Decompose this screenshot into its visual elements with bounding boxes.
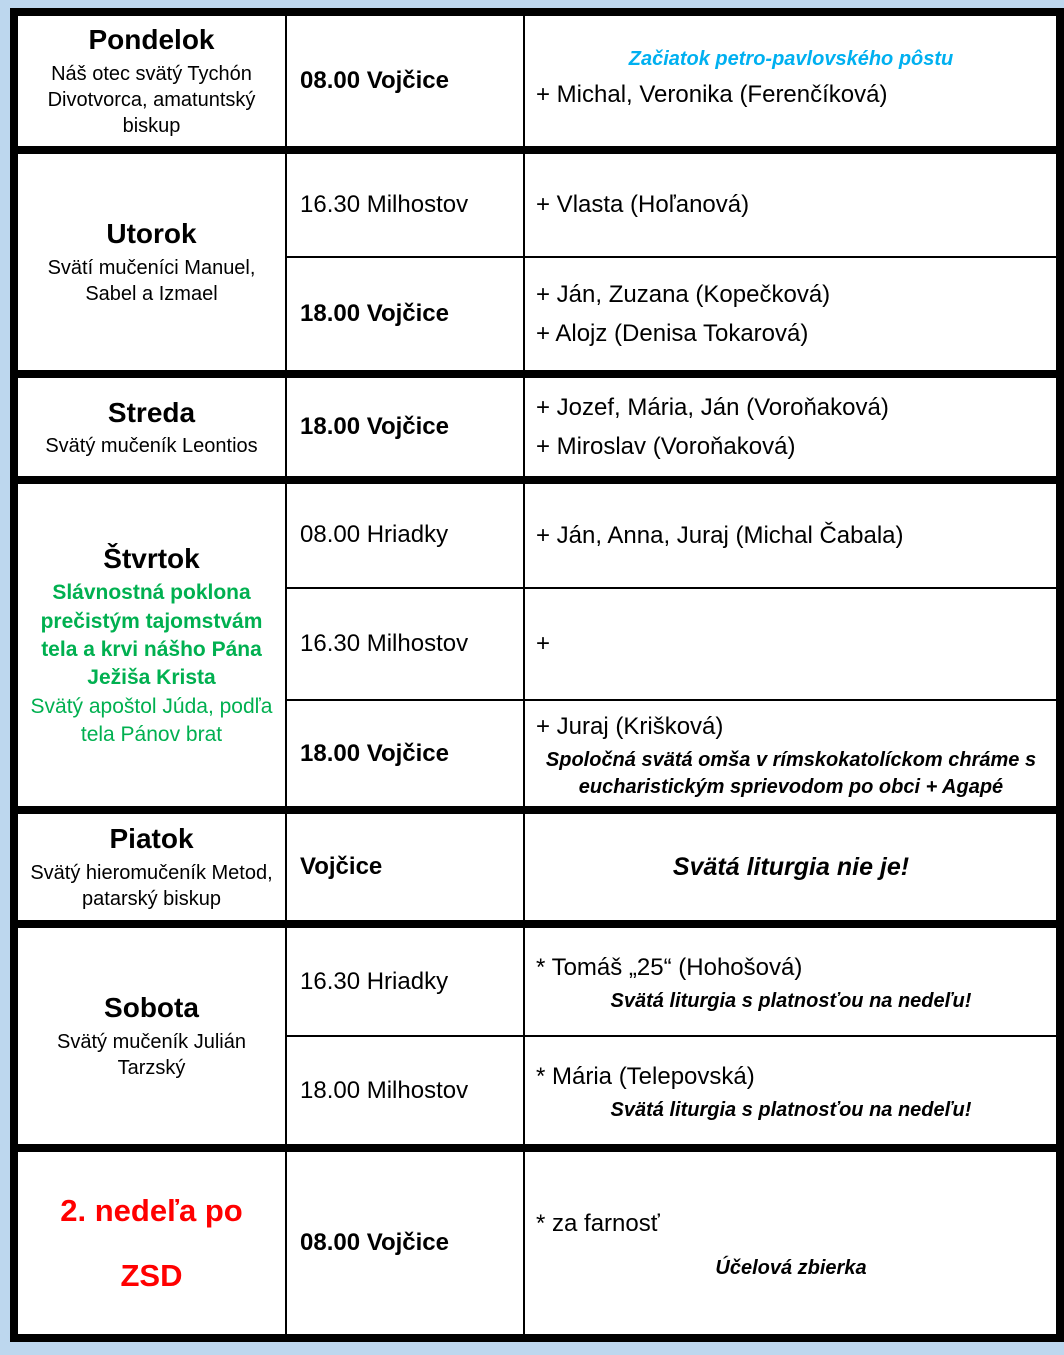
intention-cell — [524, 257, 1060, 374]
row-stvrtok-0800 — [14, 480, 1060, 587]
intention-cell — [524, 1036, 1060, 1148]
intention-cell — [524, 12, 1060, 150]
day-name: Streda — [107, 396, 196, 428]
time-cell: 18.00 Vojčice — [286, 700, 524, 810]
intention-cell — [524, 374, 1060, 480]
service-note: Svätá liturgia s platnosťou na nedeľu! — [610, 1098, 972, 1121]
day-name: Štvrtok — [103, 543, 200, 575]
intention-line: + — [536, 630, 551, 658]
row-utorok-1630 — [14, 150, 1060, 257]
feast-title: Slávnostná poklona prečistým tajomstvám tela a krvi nášho Pána Ježiša Krista — [40, 581, 263, 690]
fast-start-note: Začiatok petro-pavlovského pôstu — [628, 47, 954, 70]
intention-line: + Vlasta (Hoľanová) — [536, 191, 750, 219]
row-pondelok — [14, 12, 1060, 150]
intention-cell — [524, 810, 1060, 924]
intention-line: * Tomáš „25“ (Hohošová) — [536, 954, 803, 982]
intention-line: + Miroslav (Voroňaková) — [536, 433, 796, 461]
time-cell: Vojčice — [286, 810, 524, 924]
day-name: Utorok — [106, 218, 197, 250]
day-description: Svätý hieromučeník Metod, patarský biskup — [30, 861, 273, 911]
collection-note: Účelová zbierka — [715, 1257, 867, 1280]
row-piatok — [14, 810, 1060, 924]
intention-line: * za farnosť — [536, 1209, 660, 1237]
intention-line: + Jozef, Mária, Ján (Voroňaková) — [536, 393, 889, 421]
time-cell: 08.00 Vojčice — [286, 1148, 524, 1338]
intention-line: + Ján, Zuzana (Kopečková) — [536, 280, 831, 308]
time-cell: 18.00 Milhostov — [286, 1036, 524, 1148]
time-cell: 08.00 Hriadky — [286, 480, 524, 587]
day-name: Piatok — [109, 823, 194, 855]
day-cell-utorok — [14, 150, 286, 374]
day-cell-pondelok — [14, 12, 286, 150]
intention-line: + Juraj (Krišková) — [536, 712, 724, 740]
day-cell-stvrtok — [14, 480, 286, 810]
row-nedela — [14, 1148, 1060, 1338]
day-description: Svätý apoštol Júda, podľa tela Pánov brat — [30, 694, 273, 747]
time-cell: 18.00 Vojčice — [286, 374, 524, 480]
day-name: Pondelok — [88, 24, 215, 56]
row-streda — [14, 374, 1060, 480]
intention-cell — [524, 1148, 1060, 1338]
intention-cell — [524, 150, 1060, 257]
no-liturgy-note: Svätá liturgia nie je! — [672, 852, 910, 881]
day-cell-nedela — [14, 1148, 286, 1338]
intention-cell — [524, 700, 1060, 810]
intention-cell — [524, 924, 1060, 1037]
intention-cell — [524, 480, 1060, 587]
day-cell-piatok — [14, 810, 286, 924]
intention-line: + Michal, Veronika (Ferenčíková) — [536, 80, 888, 108]
intention-cell — [524, 588, 1060, 701]
service-note: Svätá liturgia s platnosťou na nedeľu! — [610, 989, 972, 1012]
day-cell-streda — [14, 374, 286, 480]
intention-line: * Mária (Telepovská) — [536, 1063, 755, 1091]
time-cell: 18.00 Vojčice — [286, 257, 524, 374]
time-cell: 08.00 Vojčice — [286, 12, 524, 150]
day-cell-sobota — [14, 924, 286, 1148]
intention-line: + Alojz (Denisa Tokarová) — [536, 320, 809, 348]
day-description: Svätí mučeníci Manuel, Sabel a Izmael — [47, 256, 256, 306]
service-note: Spoločná svätá omša v rímskokatolíckom chráme s eucharistickým sprievodom po obci + Agapé — [545, 748, 1037, 798]
day-description: Svätý mučeník Leontios — [45, 435, 258, 458]
day-name: Sobota — [104, 992, 199, 1024]
day-description: Svätý mučeník Julián Tarzský — [57, 1030, 246, 1080]
sunday-title: 2. nedeľa po ZSD — [60, 1192, 243, 1293]
liturgical-schedule-table — [10, 8, 1064, 1342]
row-sobota-1630 — [14, 924, 1060, 1037]
intention-line: + Ján, Anna, Juraj (Michal Čabala) — [536, 521, 904, 549]
time-cell: 16.30 Milhostov — [286, 588, 524, 701]
day-description: Náš otec svätý Tychón Divotvorca, amatuntský biskup — [47, 62, 256, 138]
time-cell: 16.30 Hriadky — [286, 924, 524, 1037]
time-cell: 16.30 Milhostov — [286, 150, 524, 257]
